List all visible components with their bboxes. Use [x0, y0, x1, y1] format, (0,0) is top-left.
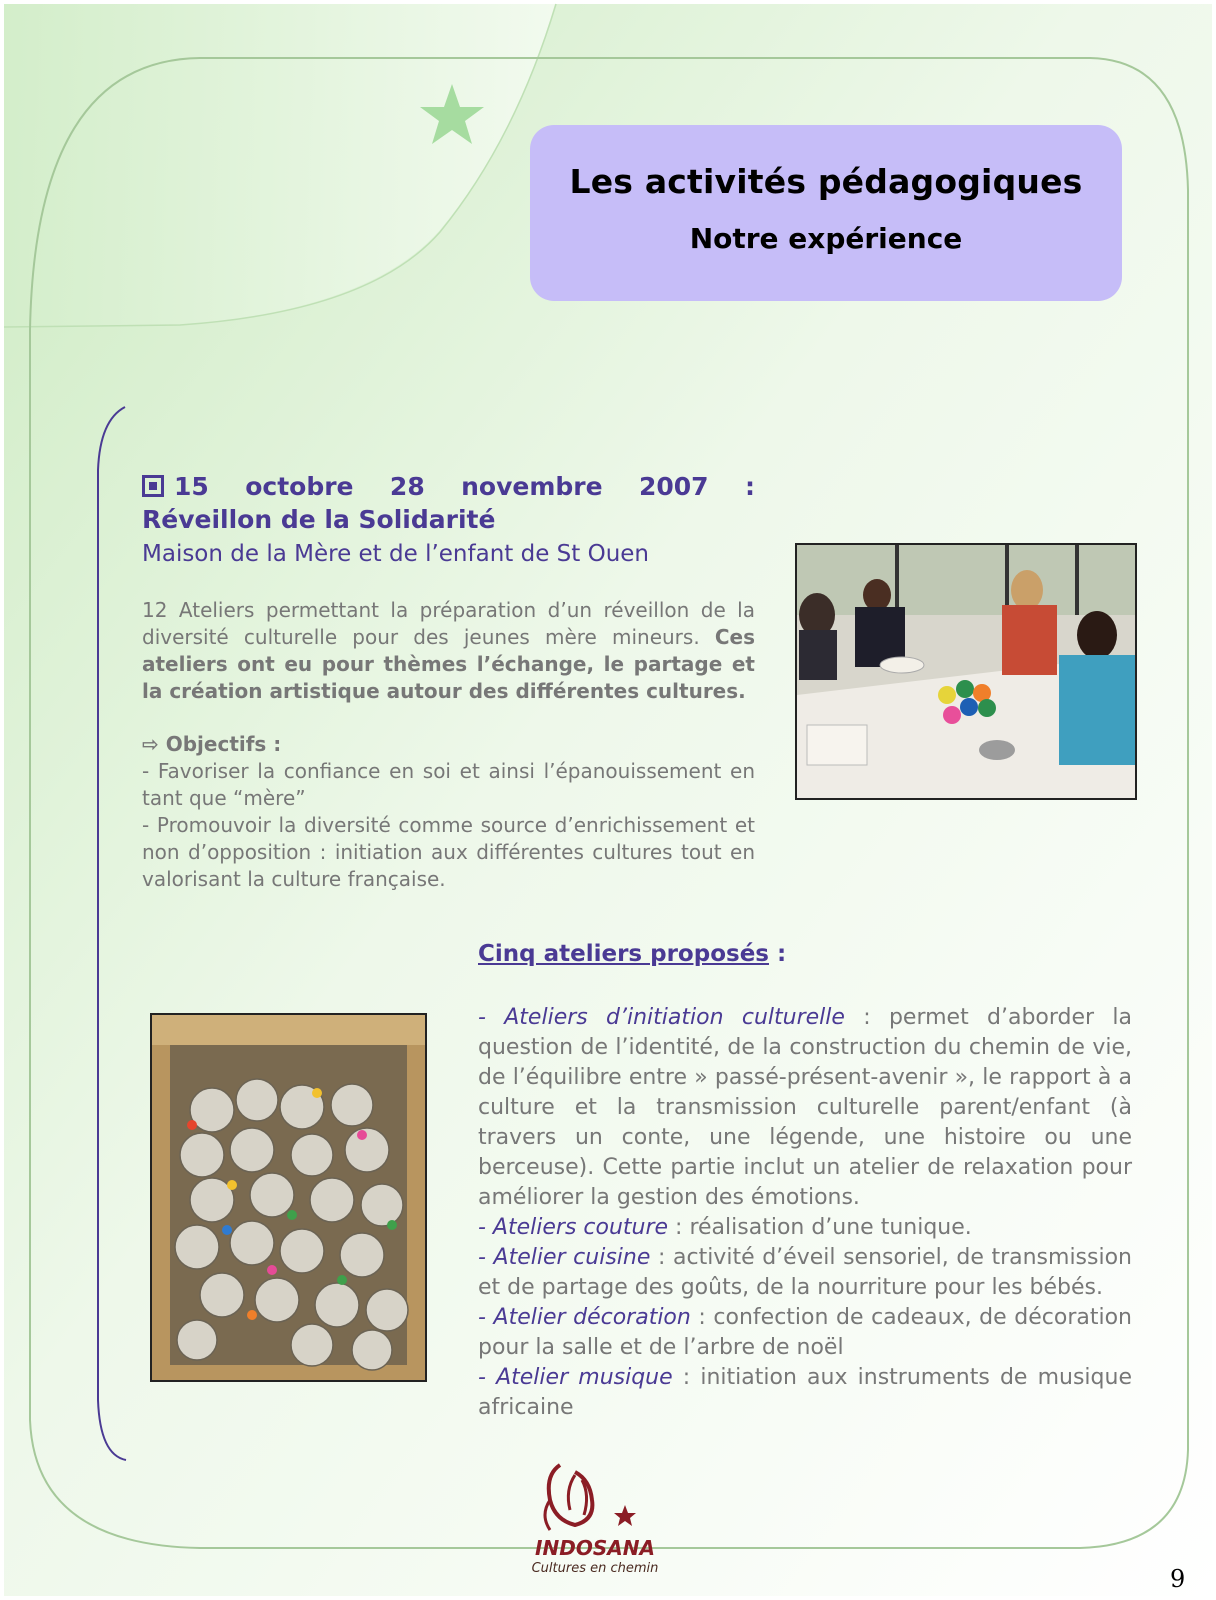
event-section — [142, 470, 755, 893]
objective-item: - Promouvoir la diversité comme source d’enrichissement et non d’opposition : initiation aux différentes cultures tout en valorisant la culture française. — [142, 813, 755, 891]
atelier-item: - Ateliers couture : réalisation d’une tunique. — [478, 1215, 972, 1240]
page-number: 9 — [1170, 1565, 1186, 1593]
event-description: 12 Ateliers permettant la préparation d’un réveillon de la diversité culturelle pour des jeunes mère mineurs. Ces ateliers ont eu pour thèmes l’échange, le partage et la création artistique autour des différentes cultures. — [142, 598, 755, 703]
paper-mache-photo — [150, 1013, 427, 1382]
event-location: Maison de la Mère et de l’enfant de St Ouen — [142, 541, 649, 567]
title-box — [530, 125, 1122, 301]
indosana-logo — [520, 1460, 670, 1580]
objectives-title: ⇨ Objectifs : — [142, 732, 282, 756]
logo-name: INDOSANA — [535, 1536, 655, 1560]
event-heading: 15 octobre 28 novembre 2007 : Réveillon de la Solidarité — [142, 472, 755, 534]
page-title: Les activités pédagogiques — [569, 162, 1083, 201]
atelier-item: - Ateliers d’initiation culturelle : permet d’aborder la question de l’identité, de la construction du chemin de vie, de l’équilibre entre » passé-présent-avenir », le rapport à a culture et la transmission culturelle parent/enfant (à travers un conte, une légende, une histoire ou une berceuse). Cette partie inclut un atelier de relaxation pour améliorer la gestion des émotions. — [478, 1005, 1133, 1210]
ateliers-list — [478, 1003, 1132, 1423]
objective-item: - Favoriser la confiance en soi et ainsi l’épanouissement en tant que “mère” — [142, 759, 755, 810]
square-bullet-icon — [142, 475, 164, 497]
ateliers-title: Cinq ateliers proposés : — [478, 941, 787, 967]
atelier-item: - Atelier cuisine : activité d’éveil sensoriel, de transmission et de partage des goûts, de la nourriture pour les bébés. — [478, 1245, 1132, 1300]
page-subtitle: Notre expérience — [689, 222, 963, 255]
atelier-item: - Atelier décoration : confection de cadeaux, de décoration pour la salle et de l’arbre de noël — [478, 1305, 1132, 1360]
atelier-item: - Atelier musique : initiation aux instruments de musique africaine — [478, 1365, 1132, 1420]
workshop-photo — [795, 543, 1137, 800]
logo-tagline: Cultures en chemin — [531, 1561, 659, 1576]
